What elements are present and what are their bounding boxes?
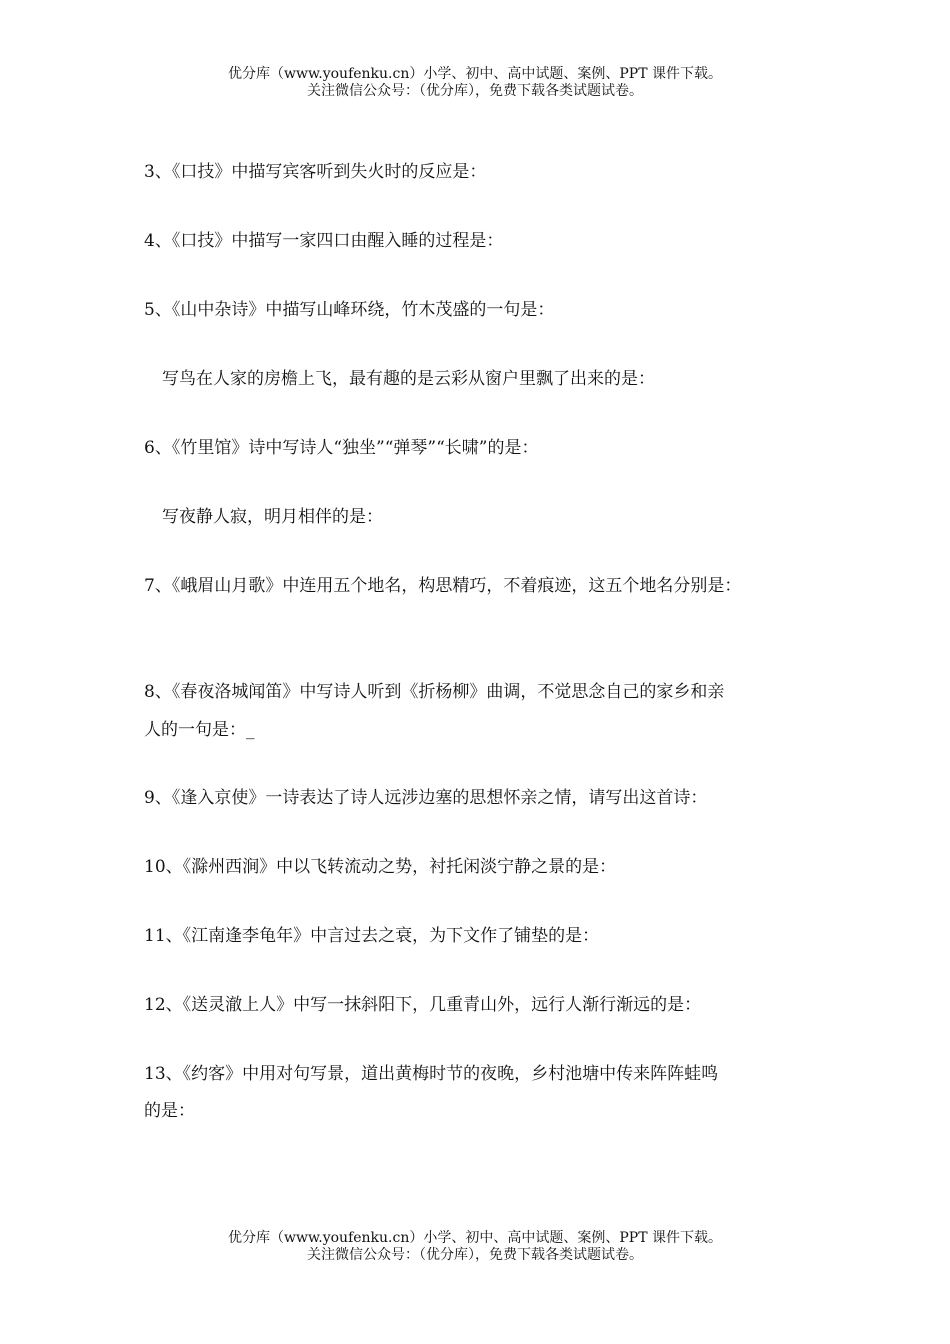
question-11: 11、《江南逢李龟年》中言过去之衰，为下文作了铺垫的是：: [144, 926, 600, 946]
header-line-1: 优分库（www.youfenku.cn）小学、初中、高中试题、案例、PPT 课件下载。: [227, 66, 722, 82]
question-8-line-1: 8、《春夜洛城闻笛》中写诗人听到《折杨柳》曲调，不觉思念自己的家乡和亲: [144, 682, 725, 702]
header-line-2: 关注微信公众号：（优分库），免费下载各类试题试卷。: [307, 83, 643, 99]
page-header: [0, 66, 950, 100]
question-3: 3、《口技》中描写宾客听到失火时的反应是：: [144, 162, 487, 182]
question-10: 10、《滁州西涧》中以飞转流动之势，衬托闲淡宁静之景的是：: [144, 857, 617, 877]
question-6: 6、《竹里馆》诗中写诗人“独坐”“弹琴”“长啸”的是：: [144, 438, 539, 458]
question-8-line-2: 人的一句是：_: [144, 720, 255, 740]
page-footer: [0, 1230, 950, 1264]
question-5: 5、《山中杂诗》中描写山峰环绕，竹木茂盛的一句是：: [144, 300, 555, 320]
question-12: 12、《送灵澈上人》中写一抹斜阳下，几重青山外，远行人渐行渐远的是：: [144, 995, 702, 1015]
question-13-line-1: 13、《约客》中用对句写景，道出黄梅时节的夜晚，乡村池塘中传来阵阵蛙鸣: [144, 1064, 719, 1084]
question-6-part-2: 写夜静人寂，明月相伴的是：: [162, 507, 383, 527]
question-4: 4、《口技》中描写一家四口由醒入睡的过程是：: [144, 231, 504, 251]
question-5-part-2: 写鸟在人家的房檐上飞，最有趣的是云彩从窗户里飘了出来的是：: [162, 369, 655, 389]
question-9: 9、《逢入京使》一诗表达了诗人远涉边塞的思想怀亲之情，请写出这首诗：: [144, 788, 708, 808]
footer-line-1: 优分库（www.youfenku.cn）小学、初中、高中试题、案例、PPT 课件下载。: [227, 1230, 722, 1246]
footer-line-2: 关注微信公众号：（优分库），免费下载各类试题试卷。: [307, 1247, 643, 1263]
question-7: 7、《峨眉山月歌》中连用五个地名，构思精巧，不着痕迹，这五个地名分别是：: [144, 576, 742, 596]
question-13-line-2: 的是：: [144, 1101, 195, 1121]
